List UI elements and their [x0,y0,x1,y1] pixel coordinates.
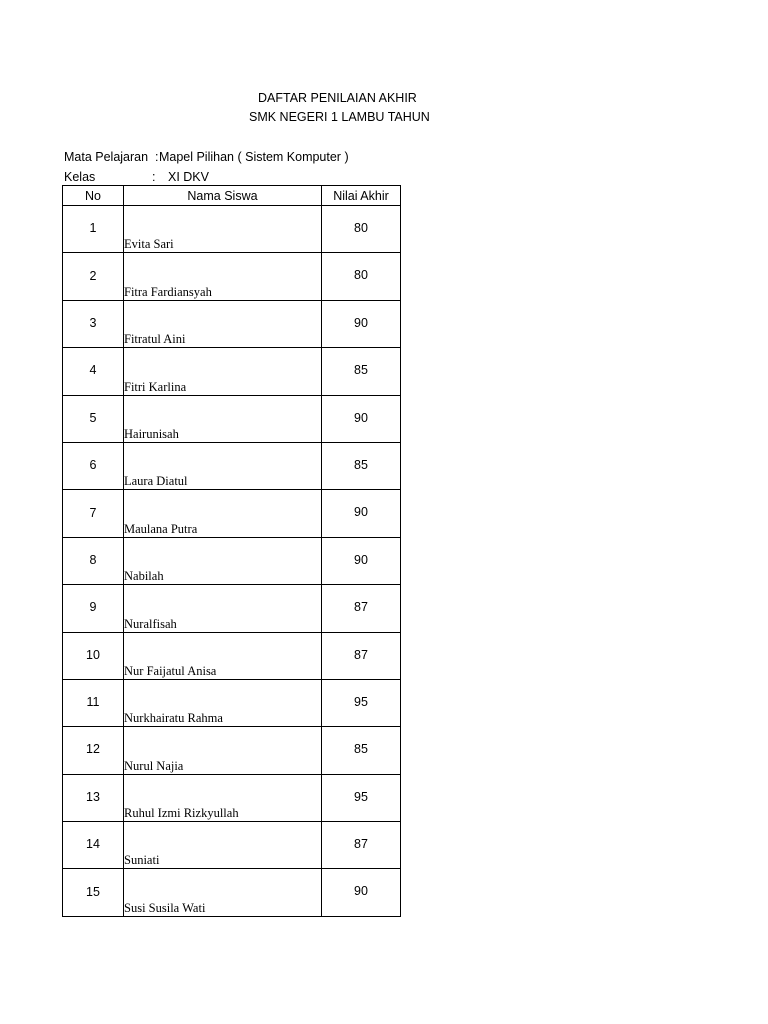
table-row [63,727,401,774]
class-separator: : [152,170,156,184]
subject-label: Mata Pelajaran : [64,150,159,164]
row-number: 8 [89,552,97,567]
final-score-value: 85 [354,363,368,378]
table-row [63,395,401,442]
cell-no [63,727,124,774]
cell-student-name: Hairunisah [124,395,322,442]
class-line [64,169,209,185]
subject-value: Mapel Pilihan ( Sistem Komputer ) [158,150,349,164]
cell-final-score [322,727,401,774]
final-score-value: 90 [354,410,368,425]
title-line-2: SMK NEGERI 1 LAMBU TAHUN [249,110,430,124]
cell-student-name: Nuralfisah [124,585,322,632]
cell-student-name: Suniati [124,822,322,869]
cell-student-name: Susi Susila Wati [124,869,322,916]
cell-student-name: Fitri Karlina [124,348,322,395]
row-number: 11 [86,695,100,710]
final-score-value: 90 [354,315,368,330]
cell-no [63,632,124,679]
final-score-value: 87 [354,647,368,662]
column-header-no: No [63,186,124,206]
final-score-value: 90 [354,552,368,567]
cell-final-score [322,300,401,347]
class-label: Kelas [64,170,96,184]
cell-final-score [322,822,401,869]
table-row [63,537,401,584]
cell-final-score [322,395,401,442]
row-number: 15 [86,884,100,899]
cell-student-name: Nur Faijatul Anisa [124,632,322,679]
row-number: 9 [89,600,97,615]
cell-no [63,679,124,726]
final-score-value: 87 [354,837,368,852]
table-row [63,585,401,632]
column-header-score: Nilai Akhir [322,186,401,206]
cell-no [63,442,124,489]
cell-student-name: Laura Diatul [124,442,322,489]
cell-final-score [322,442,401,489]
row-number: 6 [89,458,97,473]
cell-no [63,585,124,632]
row-number: 10 [86,647,100,662]
cell-final-score [322,585,401,632]
row-number: 4 [89,363,97,378]
cell-no [63,348,124,395]
table-row [63,300,401,347]
cell-no [63,253,124,300]
final-score-value: 87 [354,600,368,615]
table-row [63,774,401,821]
cell-final-score [322,632,401,679]
cell-student-name: Fitratul Aini [124,300,322,347]
table-row [63,348,401,395]
table-row [63,632,401,679]
title-line-1: DAFTAR PENILAIAN AKHIR [258,91,417,105]
cell-student-name: Ruhul Izmi Rizkyullah [124,774,322,821]
cell-student-name: Fitra Fardiansyah [124,253,322,300]
cell-student-name: Nabilah [124,537,322,584]
cell-final-score [322,348,401,395]
table-row [63,442,401,489]
cell-no [63,395,124,442]
final-score-value: 95 [354,694,368,709]
table-header-row [63,186,401,206]
final-score-value: 85 [354,457,368,472]
final-score-value: 90 [354,884,368,899]
row-number: 13 [86,789,100,804]
row-number: 5 [89,410,97,425]
table-row [63,869,401,916]
row-number: 1 [89,221,97,236]
row-number: 2 [89,268,97,283]
final-score-value: 85 [354,742,368,757]
grades-table [62,185,401,917]
final-score-value: 95 [354,789,368,804]
cell-no [63,300,124,347]
final-score-value: 80 [354,268,368,283]
cell-no [63,822,124,869]
row-number: 14 [86,837,100,852]
column-header-name: Nama Siswa [124,186,322,206]
row-number: 12 [86,742,100,757]
cell-final-score [322,869,401,916]
cell-no [63,774,124,821]
cell-no [63,537,124,584]
cell-no [63,206,124,253]
final-score-value: 90 [354,505,368,520]
cell-student-name: Maulana Putra [124,490,322,537]
cell-final-score [322,206,401,253]
cell-student-name: Evita Sari [124,206,322,253]
table-row [63,253,401,300]
document-title [0,0,430,130]
cell-final-score [322,490,401,537]
cell-final-score [322,774,401,821]
subject-line [64,149,349,165]
class-value: XI DKV [168,170,209,184]
row-number: 7 [89,505,97,520]
cell-final-score [322,679,401,726]
cell-final-score [322,253,401,300]
table-row [63,822,401,869]
cell-final-score [322,537,401,584]
table-row [63,679,401,726]
final-score-value: 80 [354,221,368,235]
cell-student-name: Nurul Najia [124,727,322,774]
table-row [63,490,401,537]
row-number: 3 [89,315,97,330]
table-body [63,206,401,917]
cell-student-name: Nurkhairatu Rahma [124,679,322,726]
cell-no [63,869,124,916]
table-row [63,206,401,253]
cell-no [63,490,124,537]
